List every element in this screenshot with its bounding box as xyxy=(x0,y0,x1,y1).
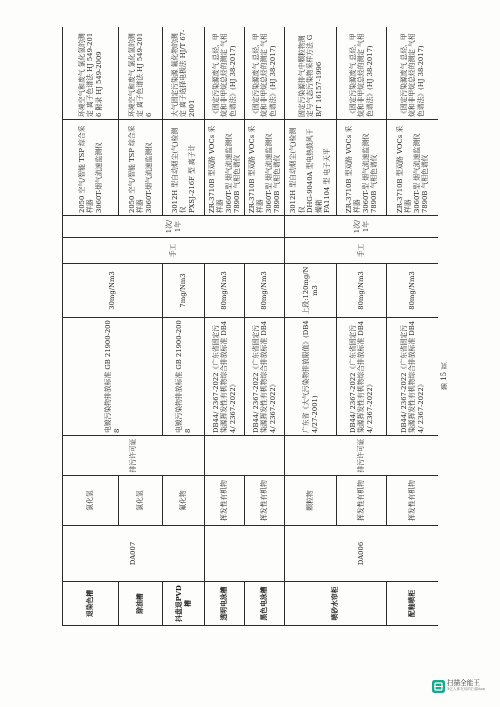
outlet-cell: DA007 xyxy=(63,526,205,582)
standard-cell: 电镀污染物排放标准 GB 21900-2008 xyxy=(163,318,205,436)
standard-cell: 广东省《大气污染物排放限值》(DB44/27-2001) xyxy=(285,318,337,436)
scanner-watermark xyxy=(432,679,496,695)
workshop-cell: 退染色槽 xyxy=(63,582,119,626)
analysis-method-cell: 《固定污染源废气 总烃、甲烷和非甲烷总烃的测定 气相色谱法》(HJ 38-2017) xyxy=(245,27,285,120)
table-row xyxy=(285,27,337,626)
workshop-cell: 除油槽 xyxy=(119,582,163,626)
frequency-cell: 1次/1年 xyxy=(63,216,285,238)
limit-cell: 80mg/Nm3 xyxy=(337,264,387,318)
standard-cell: DB44/ 2367-2022《广东省固定污染源挥发性有机物综合排放标准 DB44/ 2367-2022》 xyxy=(387,318,439,436)
outlet-cell: DA006 xyxy=(285,526,439,582)
instrument-text: 2050 空气/智能 TSP 综合采样器 3060T-烟气流速监测仪 xyxy=(127,125,153,213)
instrument-text: ZR-3710B 型双路 VOCs 采样器 3060T-型 烟气流速监测仪 7890B 气相色谱仪 xyxy=(344,125,378,213)
analysis-method-cell: 《固定污染源废气 总烃、甲烷和非甲烷总烃的测定 气相色谱法》(HJ 38-2017) xyxy=(205,27,245,120)
analysis-method-cell: 《固定污染源废气 总烃、甲烷和非甲烷总烃的测定 气相色谱法》(HJ 38-2017) xyxy=(387,27,439,120)
workshop-cell: 透明电泳槽 xyxy=(205,582,245,626)
pollutant-cell: 氯化氢 xyxy=(63,476,119,526)
limit-cell: 7mg/Nm3 xyxy=(163,264,205,318)
monitoring-table-sheet xyxy=(62,27,438,626)
instrument-cell xyxy=(163,120,205,216)
instrument-cell xyxy=(245,120,285,216)
pollutant-cell: 挥发性有机物 xyxy=(337,476,387,526)
scanner-logo-icon xyxy=(432,680,445,693)
permit-type-cell: 排污许可证 xyxy=(285,436,439,476)
pollutant-cell: 挥发性有机物 xyxy=(387,476,439,526)
monitoring-table xyxy=(62,27,438,626)
outlet-cell xyxy=(205,526,285,582)
limit-cell: 80mg/Nm3 xyxy=(245,264,285,318)
instrument-cell xyxy=(205,120,245,216)
analysis-method-cell: 大气固定污染源 氟化物的测定 离子选择电极法 HJ/T 67-2001 xyxy=(163,27,205,120)
rotated-table-container xyxy=(62,27,438,626)
standard-cell: 电镀污染物排放标准 GB 21900-2008 xyxy=(63,318,163,436)
standard-cell: DB44/ 2367-2022《广东省固定污染源挥发性有机物综合排放标准 DB44/ 2367-2022》 xyxy=(205,318,245,436)
instrument-cell xyxy=(119,120,163,216)
instrument-text: ZR-3710B 型双路 VOCs 采样器 3060T-型 烟气流速监测仪 7890B 气相色谱仪 xyxy=(247,125,281,213)
instrument-cell xyxy=(387,120,439,216)
instrument-text: ZR-3710B 型双路 VOCs 采样器 3060T-型 烟气流速监测仪 7890B 气相色谱仪 xyxy=(207,125,241,213)
analysis-method-cell: 《固定污染源废气 总烃、甲烷和非甲烷总烃的测定 气相色谱法》(HJ 38-2017) xyxy=(337,27,387,120)
pollutant-cell: 氟化物 xyxy=(163,476,205,526)
analysis-method-cell: 固定污染源排气中颗粒物测定与气态污染物采样方法 GB/T 16157-1996 xyxy=(285,27,337,120)
instrument-text: 3012H 型自动烟尘(气)检测仪 DHG-9040A 型电热鼓风干燥箱 FA1104 型 电子天平 xyxy=(289,127,332,213)
instrument-text: ZR-3710B 型双路 VOCs 采样器 3060T-型 烟气流速监测仪 7890B 气相色谱仪 xyxy=(395,125,429,213)
workshop-cell: 喷砂水帘柜 xyxy=(285,582,387,626)
page-number: 第 15 页 xyxy=(440,362,448,390)
workshop-cell: 配釉喷柜 xyxy=(387,582,439,626)
workshop-cell: 黑色电泳槽 xyxy=(245,582,285,626)
method-cell: 手工 xyxy=(285,238,439,264)
frequency-cell: 1次/1年 xyxy=(285,216,439,238)
limit-cell: 80mg/Nm3 xyxy=(205,264,245,318)
limit-cell: 30mg/Nm3 xyxy=(63,264,163,318)
instrument-cell xyxy=(63,120,119,216)
instrument-text: 2050 空气/智能 TSP 综合采样器 3060T-烟气流速监测仪 xyxy=(77,125,103,213)
limit-cell: 80mg/Nm3 xyxy=(387,264,439,318)
workshop-cell: 抖盘退PVD槽 xyxy=(163,582,205,626)
pollutant-cell: 挥发性有机物 xyxy=(245,476,285,526)
standard-cell: DB44/ 2367-2022《广东省固定污染源挥发性有机物综合排放标准 DB44/ 2367-2022》 xyxy=(245,318,285,436)
table-row xyxy=(205,27,245,626)
pollutant-cell: 挥发性有机物 xyxy=(205,476,245,526)
analysis-method-cell: 环境空气和废气 氯化氢的测定 离子色谱法 HJ 549-2016 附录 HJ 549-2009 xyxy=(63,27,119,120)
instrument-cell xyxy=(337,120,387,216)
standard-cell: DB44/ 2367-2022《广东省固定污染源挥发性有机物综合排放标准 DB44/ 2367-2022》 xyxy=(337,318,387,436)
method-cell: 手工 xyxy=(63,238,285,264)
analysis-method-cell: 环境空气和废气 氯化氢的测定 离子色谱法 HJ 549-2016 xyxy=(119,27,163,120)
pollutant-cell: 颗粒物 xyxy=(285,476,337,526)
pollutant-cell: 氯化氢 xyxy=(119,476,163,526)
permit-type-cell: 排污许可证 xyxy=(63,436,205,476)
instrument-cell xyxy=(285,120,337,216)
scanner-app-tagline: 3亿人都在用的扫描App xyxy=(447,687,486,691)
instrument-text: 3012H 型自动烟尘(气)检测仪 PXSJ-216F 型 离子计 xyxy=(170,127,196,213)
table-row xyxy=(63,27,119,626)
scanner-app-name: 扫描全能王 xyxy=(447,679,480,687)
limit-cell: 上段:120mg/Nm3 xyxy=(285,264,337,318)
permit-type-cell xyxy=(205,436,285,476)
